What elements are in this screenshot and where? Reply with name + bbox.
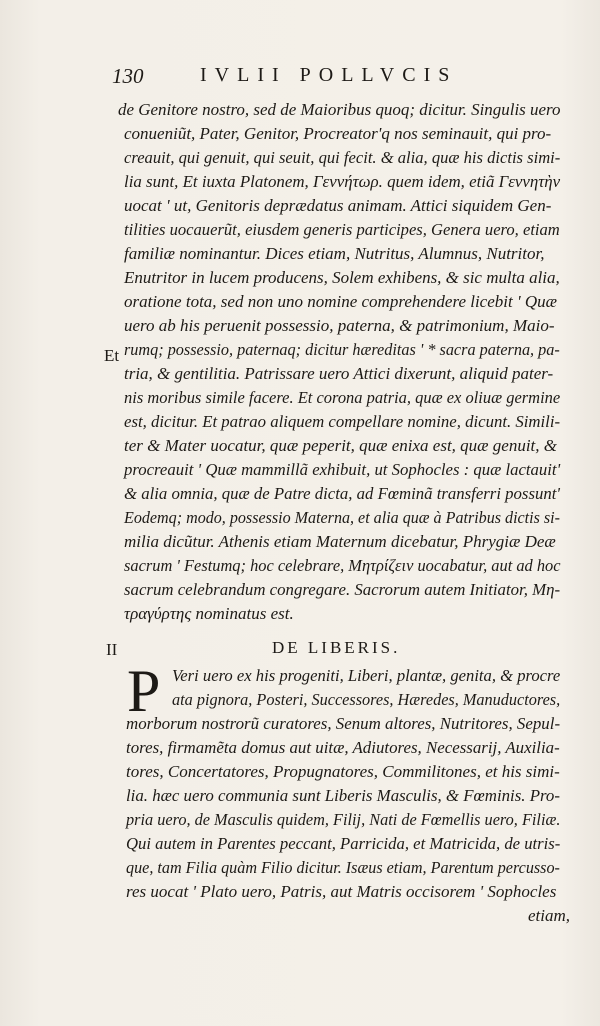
text-line: conueniũt, Pater, Genitor, Procreator'q nos seminauit, qui pro-	[124, 124, 552, 143]
margin-note: II	[106, 640, 118, 659]
text-line: pria uero, de Masculis quidem, Filij, Nati de Fœmellis uero, Filiæ.	[126, 810, 561, 829]
running-title: IVLII POLLVCIS	[200, 64, 458, 86]
text-line: oratione tota, sed non uno nomine comprehendere licebit ' Quæ	[124, 292, 557, 311]
margin-note: Et	[104, 346, 120, 365]
text-line: ata pignora, Posteri, Successores, Hæredes, Manuductores,	[172, 690, 561, 709]
page-header	[112, 64, 512, 94]
text-line: Enutritor in lucem producens, Solem exhibens, & sic multa alia,	[124, 268, 560, 287]
text-line: procreauit ' Quæ mammillã exhibuit, ut Sophocles : quæ lactauit'	[124, 460, 561, 479]
text-line: & alia omnia, quæ de Patre dicta, ad Fœminã transferri possunt'	[124, 484, 560, 503]
text-line: est, dicitur. Et patrao aliquem compellare nomine, dicunt. Simili-	[124, 412, 561, 431]
text-line: tores, firmamẽta domus aut uitæ, Adiutores, Necessarij, Auxilia-	[126, 738, 560, 757]
section-heading: DE LIBERIS.	[272, 638, 401, 657]
text-line: sacrum ' Festumq; hoc celebrare, Μητρίζειν uocabatur, aut ad hoc	[124, 556, 561, 575]
text-line: familiæ nominantur. Dices etiam, Nutritus, Alumnus, Nutritor,	[124, 244, 545, 263]
text-line: nis moribus simile facere. Et corona patria, quæ ex oliuæ germine	[124, 388, 561, 407]
text-line: Eodemq; modo, possessio Materna, et alia quæ à Patribus dictis si-	[124, 508, 560, 527]
text-line: res uocat ' Plato uero, Patris, aut Matris occisorem ' Sophocles	[126, 882, 557, 901]
text-line: τραγύρτης nominatus est.	[124, 604, 294, 623]
text-line: Veri uero ex his progeniti, Liberi, plantæ, genita, & procre	[172, 666, 561, 685]
text-line: Qui autem in Parentes peccant, Parricida, et Matricida, de utris-	[126, 834, 561, 853]
text-line: rumq; possessio, paternaq; dicitur hæreditas ' * sacra paterna, pa-	[124, 340, 560, 359]
text-line: sacrum celebrandum congregare. Sacrorum autem Initiator, Μη-	[124, 580, 561, 599]
drop-cap-initial: P	[127, 658, 161, 724]
text-line: que, tam Filia quàm Filio dicitur. Isæus etiam, Parentum percusso-	[126, 858, 560, 877]
text-line: tria, & gentilitia. Patrissare uero Attici dixerunt, aliquid pater-	[124, 364, 554, 383]
text-line: tores, Concertatores, Propugnatores, Commilitones, et his simi-	[126, 762, 560, 781]
text-line: creauit, qui genuit, qui seuit, qui fecit. & alia, quæ his dictis simi-	[124, 148, 561, 167]
text-line: milia dicũtur. Athenis etiam Maternum dicebatur, Phrygiæ Deæ	[124, 532, 556, 551]
text-line: morborum nostrorũ curatores, Senum altores, Nutritores, Sepul-	[126, 714, 561, 733]
text-line: tilities uocauerũt, eiusdem generis participes, Genera uero, etiam	[124, 220, 560, 239]
text-line: ter & Mater uocatur, quæ peperit, quæ enixa est, quæ genuit, &	[124, 436, 557, 455]
page-number: 130	[112, 64, 144, 88]
text-line: de Genitore nostro, sed de Maioribus quoq; dicitur. Singulis uero	[118, 100, 561, 119]
text-line: uocat ' ut, Genitoris deprædatus animam. Attici siquidem Gen-	[124, 196, 552, 215]
text-line: lia sunt, Et iuxta Platonem, Γεννήτωρ. quem idem, etiã Γεννητὴν	[124, 172, 561, 191]
text-line: lia. hæc uero communia sunt Liberis Masculis, & Fœminis. Pro-	[126, 786, 560, 805]
text-line: uero ab his peruenit possessio, paterna, & patrimonium, Maio-	[124, 316, 555, 335]
catchword: etiam,	[528, 906, 571, 925]
